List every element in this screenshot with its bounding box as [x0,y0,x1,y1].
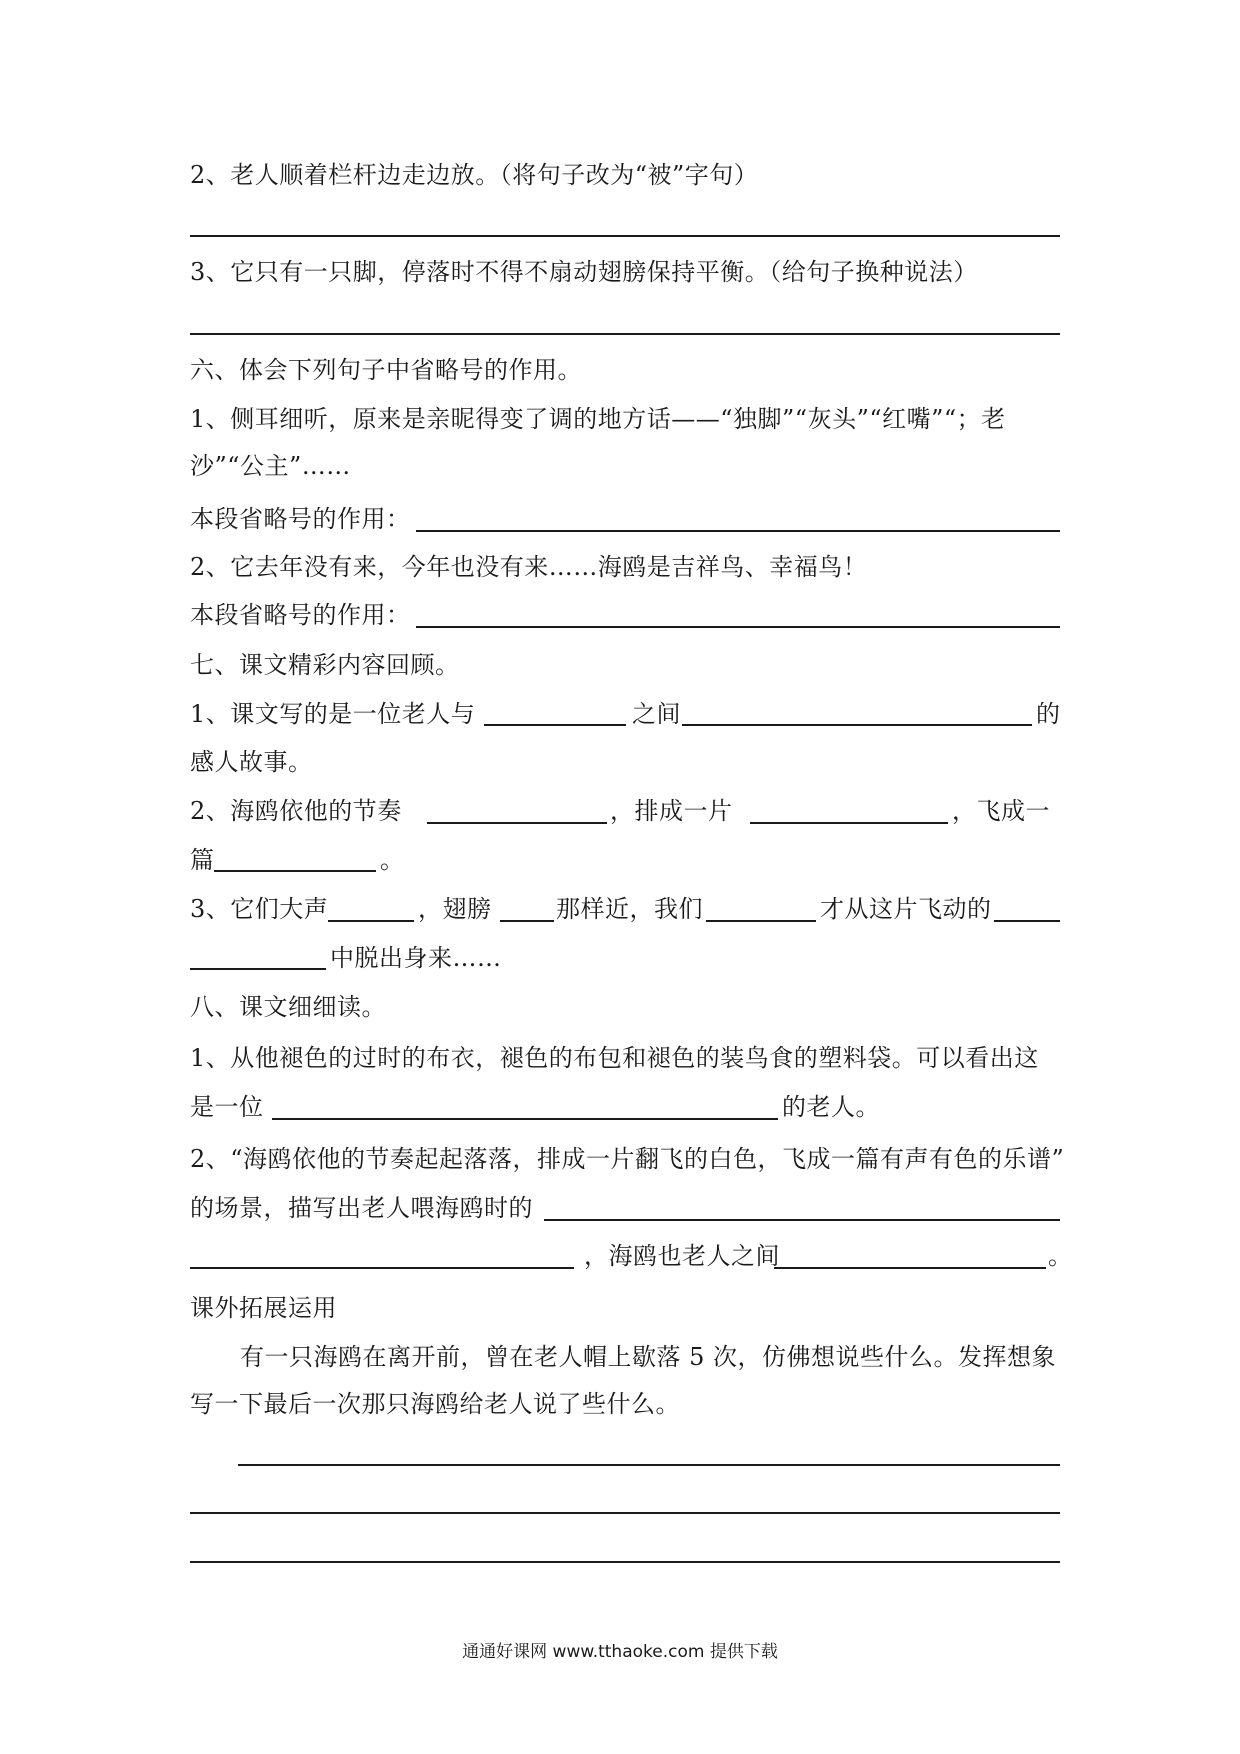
question-8-2-part-b: ，海鸥也老人之间 [584,1242,780,1270]
question-7-1-part-b: 之间 [632,700,681,728]
section-6-title: 六、体会下列句子中省略号的作用。 [190,356,582,384]
blank-7-3-b[interactable] [500,920,554,922]
question-8-2-line1: 2、“海鸥依他的节奏起起落落，排成一片翻飞的白色，飞成一篇有声有色的乐谱” [190,1145,1065,1173]
question-6-1-line2: 沙”“公主”…… [190,452,351,480]
writing-line-1[interactable] [238,1464,1060,1466]
question-7-1-part-d: 感人故事。 [190,748,313,776]
extension-prompt-line1: 有一只海鸥在离开前，曾在老人帽上歇落 5 次，仿佛想说些什么。发挥想象 [240,1343,1057,1371]
section-7-title: 七、课文精彩内容回顾。 [190,651,460,679]
answer-line-5-3[interactable] [190,333,1060,335]
question-6-2: 2、它去年没有来，今年也没有来……海鸥是吉祥鸟、幸福鸟！ [190,553,868,581]
question-7-2-part-c: ，飞成一 [952,797,1050,825]
answer-label-6-2: 本段省略号的作用： [190,601,411,629]
question-7-1-part-a: 1、课文写的是一位老人与 [190,700,476,728]
question-7-1-part-c: 的 [1036,700,1061,728]
page-footer: 通通好课网 www.tthaoke.com 提供下载 [462,1642,778,1662]
question-8-1-line1: 1、从他褪色的过时的布衣，褪色的布包和褪色的装鸟食的塑料袋。可以看出这 [190,1044,1039,1072]
question-7-2-part-a: 2、海鸥依他的节奏 [190,797,402,825]
question-6-1-line1: 1、侧耳细听，原来是亲昵得变了调的地方话——“独脚”“灰头”“红嘴”“；老 [190,405,1006,433]
question-7-2-part-e: 。 [380,846,405,874]
writing-line-2[interactable] [190,1512,1060,1514]
blank-7-3-d[interactable] [994,920,1060,922]
blank-7-1-a[interactable] [484,724,626,726]
section-8-title: 八、课文细细读。 [190,993,386,1021]
blank-7-3-a[interactable] [328,920,414,922]
question-7-3-part-e: 中脱出身来…… [330,944,502,972]
extension-title: 课外拓展运用 [190,1294,337,1322]
blank-7-2-b[interactable] [750,822,948,824]
answer-line-5-2[interactable] [190,235,1060,237]
blank-7-3-e[interactable] [190,968,326,970]
blank-7-1-b[interactable] [682,724,1032,726]
blank-7-3-c[interactable] [706,920,816,922]
question-8-1-part-a: 是一位 [190,1093,264,1121]
question-8-2-part-c: 。 [1048,1242,1073,1270]
question-8-2-part-a: 的场景，描写出老人喂海鸥时的 [190,1194,533,1222]
answer-line-6-2[interactable] [416,626,1060,628]
writing-line-3[interactable] [190,1561,1060,1563]
answer-line-6-1[interactable] [416,530,1060,532]
blank-8-1[interactable] [272,1118,778,1120]
blank-7-2-c[interactable] [214,870,376,872]
answer-label-6-1: 本段省略号的作用： [190,505,411,533]
question-8-1-part-b: 的老人。 [782,1093,880,1121]
question-7-2-part-b: ，排成一片 [610,797,733,825]
blank-8-2-c[interactable] [774,1267,1046,1269]
question-7-2-part-d: 篇 [190,846,215,874]
question-5-2: 2、老人顺着栏杆边走边放。（将句子改为“被”字句） [190,161,759,189]
question-7-3-part-d: 才从这片飞动的 [820,895,992,923]
extension-prompt-line2: 写一下最后一次那只海鸥给老人说了些什么。 [190,1390,680,1418]
question-5-3: 3、它只有一只脚，停落时不得不扇动翅膀保持平衡。（给句子换种说法） [190,258,978,286]
blank-7-2-a[interactable] [427,822,607,824]
question-7-3-part-c: 那样近，我们 [556,895,703,923]
question-7-3-part-b: ，翅膀 [418,895,492,923]
blank-8-2-a[interactable] [544,1219,1060,1221]
blank-8-2-b[interactable] [190,1267,574,1269]
question-7-3-part-a: 3、它们大声 [190,895,329,923]
